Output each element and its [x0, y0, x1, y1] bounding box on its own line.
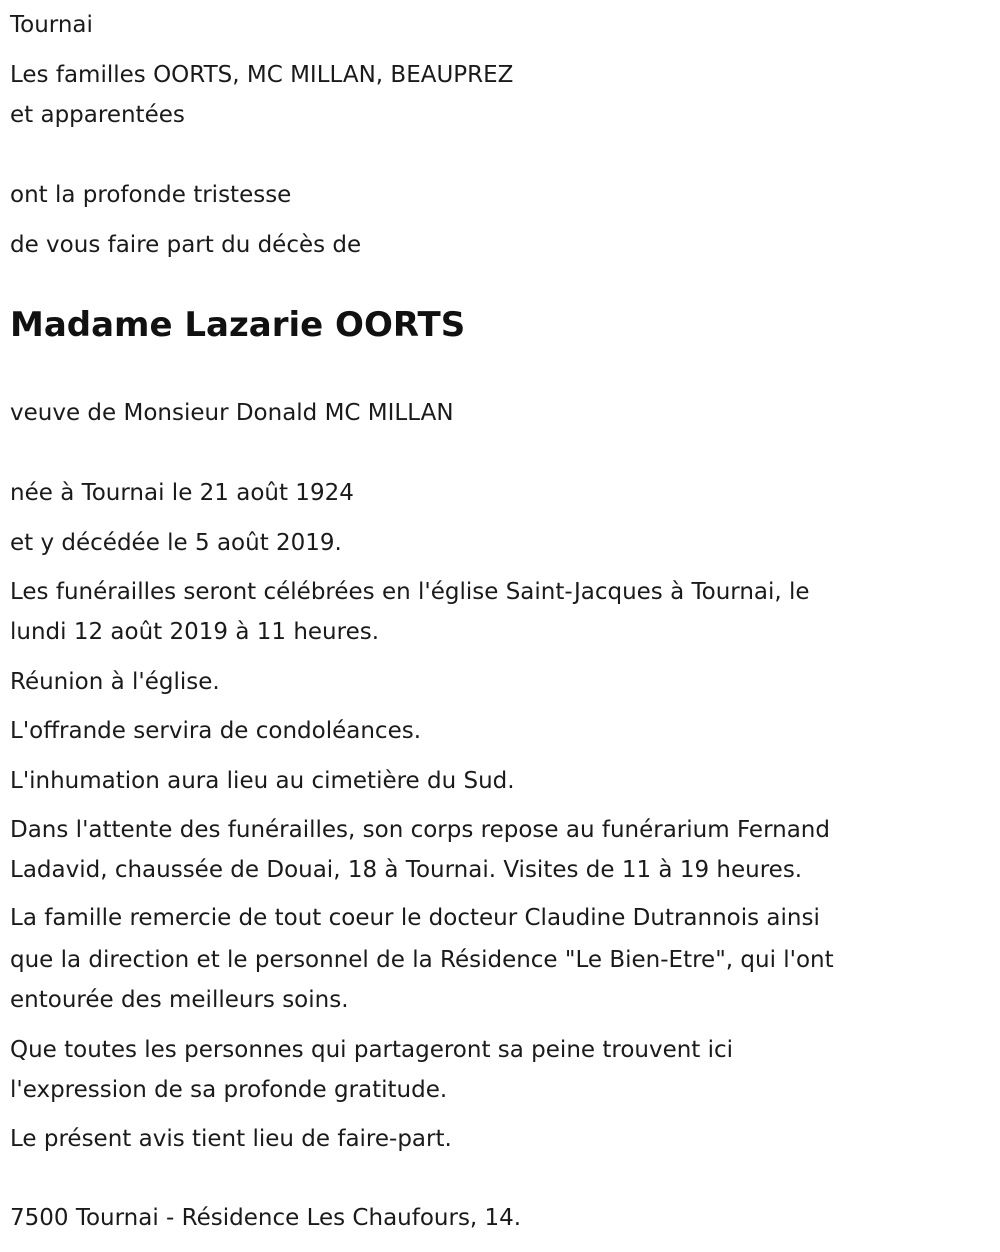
death-info: et y décédée le 5 août 2019. [10, 530, 342, 556]
widow-of: veuve de Monsieur Donald MC MILLAN [10, 400, 454, 426]
paragraph-line: L'inhumation aura lieu au cimetière du Sud. [10, 768, 515, 794]
city: Tournai [10, 12, 93, 38]
paragraph-line: Réunion à l'église. [10, 669, 220, 695]
paragraph-line: L'offrande servira de condoléances. [10, 718, 422, 744]
address: 7500 Tournai - Résidence Les Chaufours, 14. [10, 1205, 522, 1231]
families-line: Les familles OORTS, MC MILLAN, BEAUPREZ [10, 62, 514, 88]
paragraph-line: Les funérailles seront célébrées en l'église Saint-Jacques à Tournai, le [10, 579, 810, 605]
paragraph-line: Dans l'attente des funérailles, son corps repose au funérarium Fernand [10, 817, 830, 843]
paragraph-line: lundi 12 août 2019 à 11 heures. [10, 619, 380, 645]
intro-line: ont la profonde tristesse [10, 182, 292, 208]
paragraph-line: que la direction et le personnel de la Résidence "Le Bien-Etre", qui l'ont [10, 947, 834, 973]
paragraph-line: Ladavid, chaussée de Douai, 18 à Tournai. Visites de 11 à 19 heures. [10, 857, 803, 883]
paragraph-line: Que toutes les personnes qui partageront sa peine trouvent ici [10, 1037, 734, 1063]
paragraph-line: l'expression de sa profonde gratitude. [10, 1077, 448, 1103]
paragraph-line: entourée des meilleurs soins. [10, 987, 349, 1013]
paragraph-line: La famille remercie de tout coeur le docteur Claudine Dutrannois ainsi [10, 905, 820, 931]
birth-info: née à Tournai le 21 août 1924 [10, 480, 354, 506]
intro-line: de vous faire part du décès de [10, 232, 362, 258]
paragraph-line: Le présent avis tient lieu de faire-part. [10, 1126, 452, 1152]
families-line: et apparentées [10, 102, 185, 128]
deceased-name: Madame Lazarie OORTS [10, 305, 466, 345]
